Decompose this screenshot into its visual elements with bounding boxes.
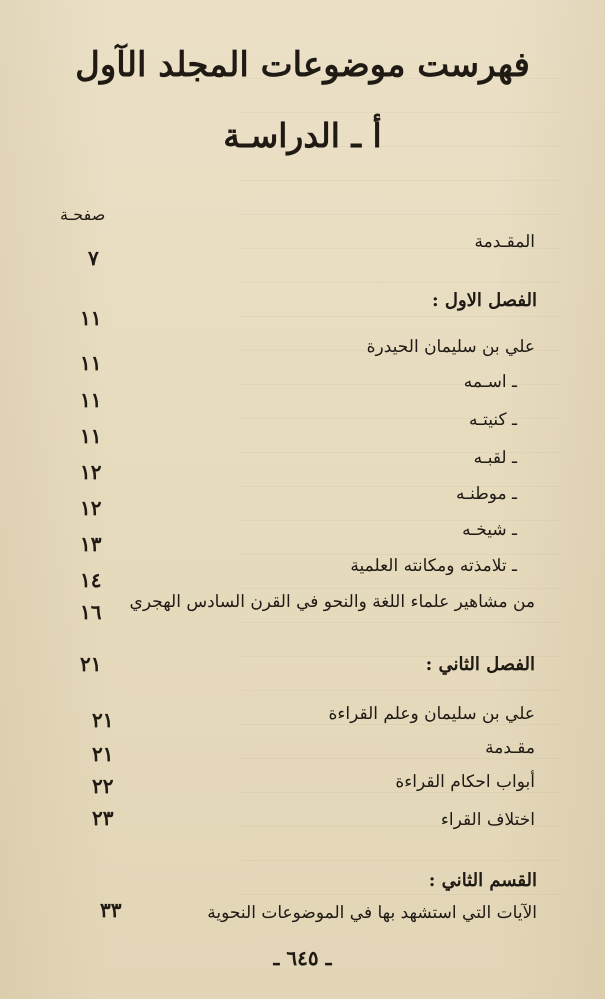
toc-entry-page: ٢٣	[92, 806, 114, 830]
toc-entry-label: المقـدمة	[474, 232, 535, 252]
toc-entry-label: اختلاف القراء	[440, 810, 535, 830]
toc-entry-page: ١١	[80, 306, 102, 330]
toc-entry-page: ٣٣	[100, 898, 122, 922]
page-column-header: صفحـة	[60, 205, 106, 224]
toc-entry-label: ـ كنيتـه	[469, 410, 517, 430]
toc-entry-page: ١١	[80, 424, 102, 448]
toc-entry-label: علي بن سليمان وعلم القراءة	[328, 704, 535, 724]
toc-entry-label: أبواب احكام القراءة	[395, 772, 535, 792]
toc-entry-label: من مشاهير علماء اللغة والنحو في القرن السادس الهجري	[129, 592, 535, 612]
toc-entry-label: ـ شيخـه	[462, 520, 517, 540]
page-title: فهرست موضوعات المجلد الآول	[75, 45, 530, 85]
toc-entry-label: ـ لقبـه	[473, 448, 517, 468]
toc-entry-label: علي بن سليمان الحيدرة	[366, 337, 535, 357]
toc-entry-page: ٢١	[92, 742, 114, 766]
toc-entry-label: ـ موطنـه	[455, 484, 517, 504]
toc-entry-label: الفصل الاول :	[431, 290, 537, 311]
toc-entry-label: ـ تلامذته ومكانته العلمية	[350, 556, 517, 576]
toc-entry-page: ٢١	[80, 652, 102, 676]
toc-entry-page: ٢٢	[92, 774, 114, 798]
toc-entry-label: القسم الثاني :	[428, 870, 537, 891]
toc-entry-page: ١٦	[80, 600, 102, 624]
toc-entry-label: مقـدمة	[485, 738, 535, 758]
toc-entry-page: ٢١	[92, 708, 114, 732]
toc-entry-page: ١١	[80, 388, 102, 412]
toc-entry-label: ـ اسـمه	[463, 372, 517, 392]
toc-entry-page: ٧	[88, 246, 99, 270]
toc-entry-page: ١٤	[80, 568, 102, 592]
toc-entry-label: الفصل الثاني :	[425, 654, 535, 675]
toc-entry-page: ١٢	[80, 460, 102, 484]
toc-entry-page: ١٣	[80, 532, 102, 556]
toc-entry-label: الآيات التي استشهد بها في الموضوعات النحوية	[207, 903, 537, 923]
page-number-footer: ـ ٦٤٥ ـ	[273, 946, 332, 970]
toc-entry-page: ١١	[80, 351, 102, 375]
section-title: أ ـ الدراسـة	[223, 116, 382, 155]
toc-entry-page: ١٢	[80, 496, 102, 520]
